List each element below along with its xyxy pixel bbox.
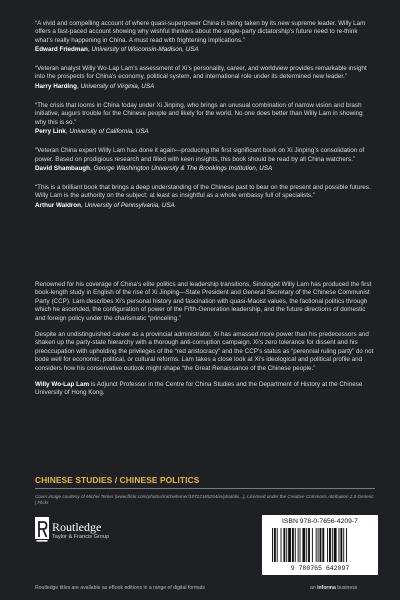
barcode-bar <box>292 528 294 562</box>
blurb-affiliation: University of Pennsylvania, USA <box>84 201 175 209</box>
barcode-bar <box>306 528 307 562</box>
blurb <box>35 184 375 210</box>
barcode-bar <box>329 528 331 562</box>
description-paragraph: Renowned for his coverage of China’s elite politics and leadership transitions, Sinologist Willy Lam has produced the first book-length study in English of the rise of Xi Jinping—State President and General Secretary of the Chinese Communist Party (CCP). Lam describes Xi’s personal history and fascination with quasi-Maoist values, the factional politics through which he ascended, the configuration of power of the Fifth-Generation leadership, and the future directions of domestic and foreign policy under the charismatic “princeling.” <box>35 281 372 322</box>
barcode-bar <box>277 528 278 562</box>
author-bio <box>35 381 375 398</box>
barcode-bar <box>320 528 322 562</box>
barcode-bar <box>327 528 328 562</box>
author-name: Willy Wo-Lap Lam <box>35 381 90 389</box>
barcode-bar <box>322 528 324 562</box>
blurb-quote: “This is a brilliant book that brings a deep understanding of the Chinese past to bear on the present and possible futures. Willy Lam is the authority on the subject; at least as insightful as a whole embassy full of specialists.” <box>35 184 371 200</box>
barcode-bar <box>339 528 340 562</box>
barcode-bar <box>318 528 319 562</box>
blurb-name: Arthur Waldron <box>35 201 81 209</box>
blurb-name: David Shambaugh <box>35 164 90 172</box>
description-paragraph: Despite an undistinguished career as a provincial administrator, Xi has amassed more power than his predecessors and shaken up the party-state hierarchy with a thorough anti-corruption campaign. Xi’s zero tolerance for dissent and his preoccupation with upholding the privileges of the “red aristocracy” and the CCP’s status as “perennial ruling party” do not bode well for economic, political, or cultural reforms. Lam takes a close look at Xi’s ideological and political profile and considers how his conservative outlook might shape “the Great Renaissance of the Chinese people.” <box>35 331 374 372</box>
endorsements <box>35 20 375 221</box>
publisher-logo <box>35 517 185 547</box>
barcode-bar <box>288 528 291 562</box>
blurb <box>35 20 375 54</box>
blurb-attribution: David Shambaugh, George Washington University & The Brookings Institution, USA <box>35 164 273 172</box>
isbn-label: ISBN 978-0-7656-4209-7 <box>282 518 358 525</box>
barcode-bar <box>286 528 287 562</box>
barcode-bar <box>343 528 344 562</box>
barcode-bar <box>312 528 313 562</box>
barcode-bar <box>340 528 342 562</box>
barcode-bar <box>302 528 305 562</box>
blurb <box>35 147 375 173</box>
blurb-affiliation: University of Wisconsin-Madison, USA <box>91 45 199 53</box>
barcode <box>266 528 374 572</box>
barcode-bar <box>332 528 333 562</box>
blurb-attribution: Perry Link, University of California, USA <box>35 127 149 135</box>
barcode-bar <box>334 528 337 562</box>
barcode-bar <box>298 528 299 562</box>
barcode-digits: 9 780765 642097 <box>290 565 350 572</box>
barcode-bar <box>283 528 285 562</box>
blurb-attribution: Harry Harding, University of Virginia, USA <box>35 82 155 90</box>
blurb-attribution: Arthur Waldron, University of Pennsylvania, USA <box>35 201 175 209</box>
blurb-quote: “The crisis that looms in China today under Xi Jinping, who brings an unusual combination of narrow vision and brash initiative, augurs trouble for the Chinese people and likely for the world. No one does better than Willy Lam in showing why this is so.” <box>35 102 363 126</box>
blurb-quote: “Veteran China expert Willy Lam has done it again—producing the first significant book on Xi Jinping’s consolidation of power. Based on prodigious research and filled with keen insights, this book should be read by all China watchers.” <box>35 147 365 163</box>
barcode-bar <box>272 528 273 562</box>
blurb-quote: “Veteran analyst Willy Wo-Lap Lam’s assessment of Xi’s personality, career, and worldview provides remarkable insight into the prospects for China’s economy, political system, and international role under its determined new leader.” <box>35 65 367 81</box>
barcode-bar <box>346 528 347 562</box>
blurb <box>35 65 375 91</box>
barcode-bar <box>300 528 301 562</box>
routledge-emblem-icon <box>35 517 49 543</box>
barcode-bar <box>308 528 310 562</box>
blurb-affiliation: George Washington University & The Brookings Institution, USA <box>93 164 273 172</box>
blurb-quote: “A vivid and compelling account of where quasi-superpower China is being taken by its new supreme leader. Willy Lam offers a fast-paced account showing why wishful thinkers about the single-party dictatorship’s future need to re-think what’s really happening in China. A must read with frightening implications.” <box>35 20 366 44</box>
blurb-name: Perry Link <box>35 127 66 135</box>
barcode-bar <box>295 528 296 562</box>
publisher-name: Routledge <box>52 520 102 534</box>
blurb-name: Harry Harding <box>35 82 77 90</box>
barcode-bar <box>274 528 276 562</box>
informa-brand: informa <box>317 585 336 591</box>
blurb-affiliation: University of Virginia, USA <box>80 82 155 90</box>
cover-credit: Cover image courtesy of Michel Temer (www.flickr.com/photos/micheltemer/10722165254/in/photolis...), Licensed under the Creative Commons Attribution 2.0 Generic | Flickr <box>35 494 374 505</box>
publisher-tagline: Taylor & Francis Group <box>52 534 110 540</box>
ebook-note: Routledge titles are available as eBook editions in a range of digital formats <box>35 585 205 591</box>
divider <box>35 488 375 489</box>
barcode-panel <box>262 515 378 575</box>
blurb-affiliation: University of California, USA <box>69 127 149 135</box>
blurb <box>35 102 375 136</box>
barcode-bar <box>316 528 317 562</box>
blurb-name: Edward Friedman <box>35 45 88 53</box>
blurb-attribution: Edward Friedman, University of Wisconsin-Madison, USA <box>35 45 199 53</box>
subject-category: CHINESE STUDIES / CHINESE POLITICS <box>35 475 200 485</box>
informa-prefix: an <box>310 585 318 591</box>
author-bio-text: is Adjunct Professor in the Centre for China Studies and the Department of History at the Chinese University of Hong Kong. <box>35 381 363 397</box>
informa-note <box>310 585 357 591</box>
book-description <box>35 281 375 406</box>
informa-suffix: business <box>335 585 358 591</box>
barcode-bar <box>281 528 282 562</box>
